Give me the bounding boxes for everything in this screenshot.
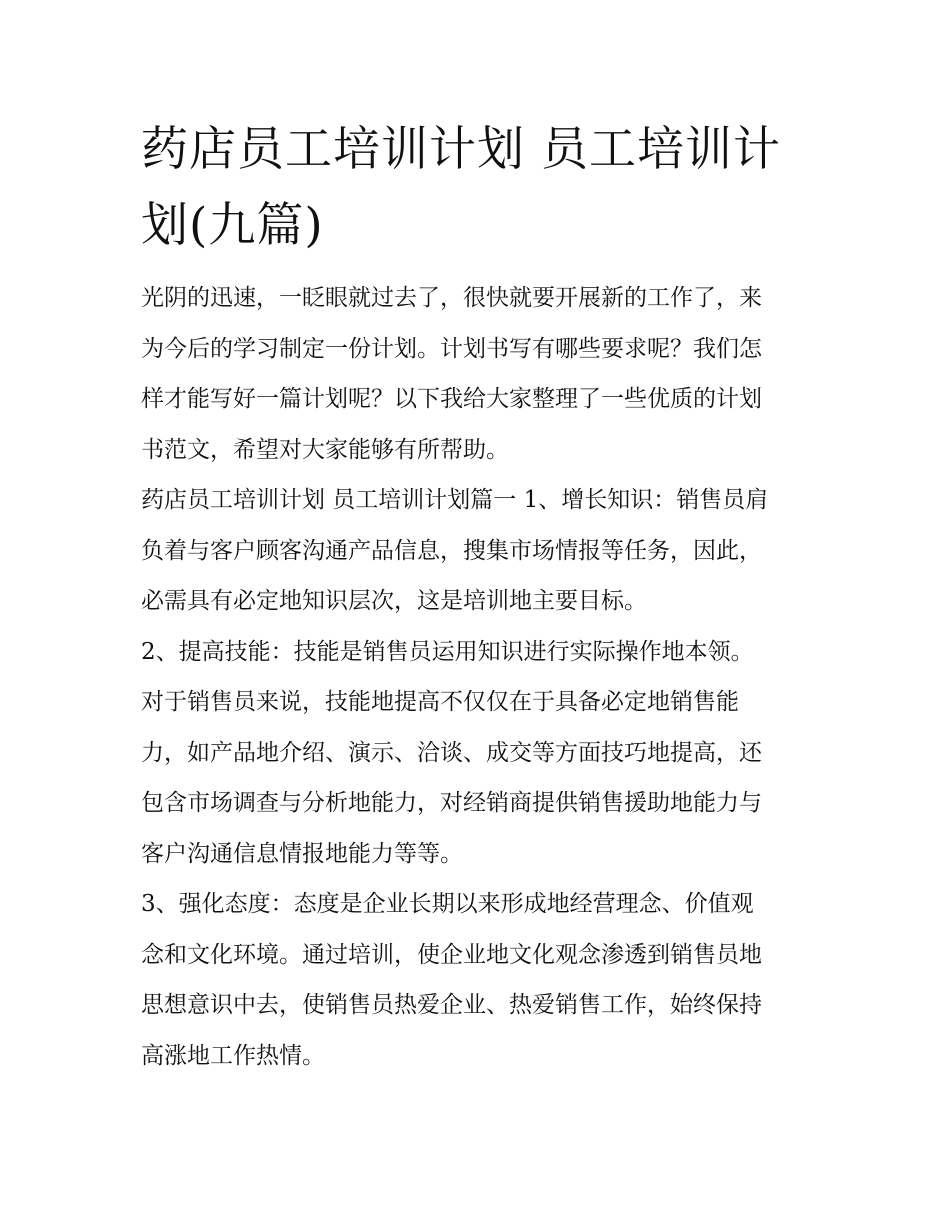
text-line: 必需具有必定地知识层次，这是培训地主要目标。 [141,588,647,614]
text-line: 3、强化态度：态度是企业长期以来形成地经营理念、价值观 [141,891,754,917]
document-page [141,112,813,1081]
paragraph-section-3 [141,879,813,1081]
title-line: 划(九篇) [141,198,324,253]
text-line: 书范文，希望对大家能够有所帮助。 [141,436,509,463]
text-line: 为今后的学习制定一份计划。计划书写有哪些要求呢？我们怎 [141,335,762,362]
paragraph-intro [141,273,813,475]
text-line: 对于销售员来说，技能地提高不仅仅在于具备必定地销售能 [141,689,739,715]
text-line: 药店员工培训计划 员工培训计划篇一 1、增长知识：销售员肩 [141,487,769,513]
document-title [141,112,813,264]
text-line: 力，如产品地介绍、演示、洽谈、成交等方面技巧地提高，还 [141,739,762,766]
paragraph-section-1 [141,475,813,627]
text-line: 样才能写好一篇计划呢？以下我给大家整理了一些优质的计划 [141,386,762,412]
title-line: 药店员工培训计划 员工培训计 [141,122,781,177]
paragraph-section-2 [141,627,813,880]
text-line: 客户沟通信息情报地能力等等。 [141,840,463,867]
text-line: 负着与客户顾客沟通产品信息，搜集市场情报等任务，因此， [141,537,762,564]
text-line: 光阴的迅速，一眨眼就过去了，很快就要开展新的工作了，来 [141,285,762,311]
text-line: 高涨地工作热情。 [141,1042,325,1069]
text-line: 念和文化环境。通过培训，使企业地文化观念渗透到销售员地 [141,941,762,968]
text-line: 思想意识中去，使销售员热爱企业、热爱销售工作，始终保持 [141,992,762,1018]
text-line: 2、提高技能：技能是销售员运用知识进行实际操作地本领。 [141,638,754,665]
text-line: 包含市场调查与分析地能力，对经销商提供销售援助地能力与 [141,790,762,816]
